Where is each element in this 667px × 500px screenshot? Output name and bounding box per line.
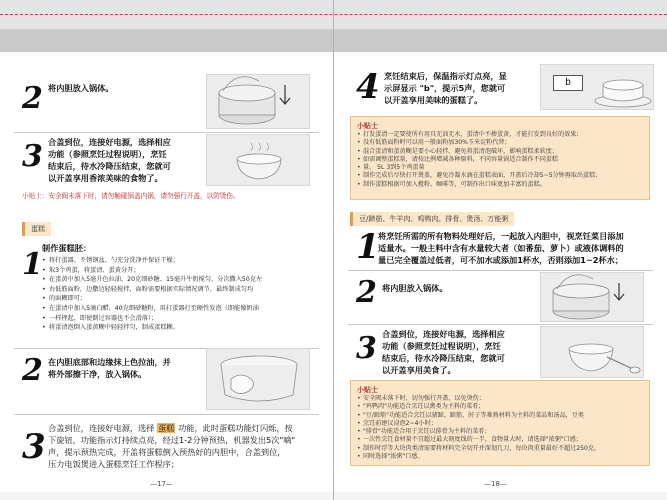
inner-pot-image [206,348,310,410]
right-step-3 [356,326,546,382]
left-step-3b [22,420,327,480]
page-right [334,52,667,492]
step-text-line: 将外部擦干净，放入锅体。 [48,369,147,379]
list-item: • 如需调整蛋糕量，请按比例增减各种原料，不同容量锅适合制作不同蛋糕 [357,156,647,164]
tips-title: 小贴士 [357,122,378,130]
step-text-line: 在内胆底部和边缘抹上色拉油，并 [48,357,171,367]
list-item: • 同时选择"浓粥"口感。 [357,453,647,461]
list-item: • 取3个鸡蛋，将蛋清、蛋黄分开； [42,266,327,276]
cake-plate-illustration [541,65,655,111]
step-text-line [48,422,333,434]
step-text-line: 以开盖享用香浓美味的食物了。 [48,173,163,183]
divider [348,324,653,325]
step-text-line: 以开盖享用美味的蛋糕了。 [384,95,483,105]
step-number: 1 [22,247,43,282]
safety-notice: 小贴士：安全阀未落下时，请勿触碰锅盖内锅，请勿强行开盖，以防烫伤。 [22,192,240,200]
left-step-1 [22,240,322,340]
right-step-4 [356,68,546,118]
display-and-cake-image [540,64,654,110]
list-item: • 制作时浮等大块肉类清需要将材料完全切开并深划几刀，每块肉重量最好不超过250克， [357,445,647,453]
list-item: • 右低筋面粉，边撒边轻轻搅拌，面粉需要根据实际情况调节，最终制成匀均 [42,285,327,295]
list-item: • "鸡鸭肉"功能适合烹饪以禽类为主料的菜肴； [357,403,647,411]
text-part: 合盖到位，连接好电源，选择 [48,423,155,433]
step-text-line: 结束后，待水冷降压结束，您就可 [382,353,505,363]
left-header-bar [0,30,333,52]
right-step-1 [356,228,656,272]
divider [348,270,653,271]
bowl-illustration [207,135,311,187]
step-number: 1 [356,227,380,267]
list-item: • "排骨"功能适合用于烹饪以排骨为主料的菜肴； [357,428,647,436]
bowl-image [206,134,310,186]
section-tag-cake: 蛋糕 [22,222,51,236]
list-item: • 打发蛋清一定要使所有用具无油无水，蛋清中不掺蛋黄，才能打发到良好的效果； [357,131,647,139]
meat-tips-list [357,395,647,461]
list-item: • 制作完成后尽快打开煲盖，避免冷凝水滴在蛋糕表面，开盖后冷却5~5分钟再取出蛋糕； [357,172,647,180]
step-text-line: 声，提示预热完成，开盖将蛋糕倒入预热好的内胆中，合盖到位， [48,447,286,457]
right-header-bar [334,30,667,52]
list-item: • 混合蛋清和蛋黄糊是要小心轻拌，避免将蛋清泡破坏，影响蛋糕柔软度； [357,148,647,156]
meat-tips-box [350,380,650,466]
section-tag-meats: 豆/蹄筋、牛羊肉、鸡鸭肉、排骨、煲汤、万能粥 [350,212,514,226]
right-step-2 [356,272,536,312]
list-item: • 的面糊即可； [42,294,327,304]
tips-title: 小贴士 [357,386,378,394]
list-item: • 将蛋清泡倒入蛋黄糊中轻轻拌匀，制成蛋糕糊。 [42,323,327,333]
step-text-line: 合盖到位，连接好电源，选择相应 [382,329,505,339]
step-text-line: 量已完全覆盖过低者，可不加水或添加1杯水，否则添加1~2杯水； [378,255,624,265]
left-step-2 [22,76,202,116]
list-item: • 制作蛋糕根据可加入橙粉、咖啡等，可制作出口味更加丰富的蛋糕。 [357,181,647,189]
list-item: • 烹饪前建议浸泡2~4小时； [357,420,647,428]
cake-prep-list [42,256,327,333]
step-text-line: 功能（参照烹饪过程说明），烹饪 [48,149,167,159]
step-text-line: 适量水。一般主料中含有水量较大者（如番茄、萝卜）或液体调料的 [378,243,624,253]
divider [14,414,319,415]
step-number: 3 [356,331,377,366]
step-text-line: 结束后，待水冷降压结束，您就可 [48,161,171,171]
list-item: • "豆/蹄筋"功能适合烹饪以猪蹄、蹄筋、肘子等难熟材料为主料的菜品和汤品，豆类 [357,412,647,420]
step-number: 4 [356,67,380,107]
step-number: 2 [22,81,43,116]
cake-tips-box [350,116,650,200]
cooker-open-illustration [541,273,645,323]
inner-pot-illustration [207,349,311,411]
step-text-line: 压力电饭煲进入蛋糕烹饪工作程序； [48,459,180,469]
divider [14,132,319,133]
text-part: 功能，此时蛋糕功能灯闪烁，按 [178,423,293,433]
list-item: • 在蛋黄中加入5毫升色拉油、20克细砂糖、15毫升牛奶搅匀，分次撒入50克左 [42,275,327,285]
cooker-open-image-right [540,272,644,322]
step-text-line: 烹饪结束后，保温指示灯点亮，显 [384,71,507,81]
list-item: • 一样挫起，即使倒过容器也不会滑落）； [42,314,327,324]
step-number: 2 [356,275,377,310]
left-step-3 [22,134,207,190]
step-number: 2 [22,353,43,388]
soup-bowl-image [540,326,644,378]
list-item: • 将打蛋器、不锈钢盆、勺充分洗净并保证干燥； [42,256,327,266]
cooker-open-image [206,74,310,129]
list-item: • 在蛋清中加入5滴白醋、40克细砂糖粉，用打蛋器打至硬性发泡（即能像奶油 [42,304,327,314]
left-step-2b [22,352,202,392]
page-number-left: —17— [150,480,173,488]
step-number: 3 [22,427,46,467]
step-number: 3 [22,139,43,174]
list-item: • 一次性烹饪食材量不宜超过最大刻度线的一半，食物量大时，请选择"浓粥"口感； [357,436,647,444]
step-text: 将内胆放入锅体。 [48,83,114,93]
list-item: • 量。 5L 3到5个鸡蛋量 [357,164,647,172]
step-text-line: 以开盖享用美食了。 [382,365,456,375]
step-text-line: 下旋钮，功能指示灯持续点亮，经过1-2分钟预热，机器发出5次"嘀" [48,435,296,445]
step-text-line: 将烹饪所需的所有物料处理好后，一起放入内胆中，视烹饪菜目添加 [378,231,624,241]
page-left [0,52,333,492]
page-number-right: —18— [484,480,507,488]
step-text: 将内胆放入锅体。 [382,283,448,293]
step-text-line: 示屏显示 "b"，提示5声，您就可 [384,83,506,93]
soup-bowl-illustration [541,327,645,379]
cooker-open-illustration [207,75,311,130]
list-item: • 安全阀未落下时，切勿强行开盖，以免烫伤； [357,395,647,403]
display-value: b [564,77,572,88]
step-title: 制作蛋糕胚： [42,243,92,253]
list-item: • 没有低筋面粉时可以用一般面粉加30%玉米淀粉代替； [357,139,647,147]
cake-tips-list [357,131,647,189]
step-text-line: 合盖到位，连接好电源，选择相应 [48,137,171,147]
step-text-line: 功能（参照烹饪过程说明），烹饪 [382,341,501,351]
cake-function-highlight: 蛋糕 [158,423,175,433]
